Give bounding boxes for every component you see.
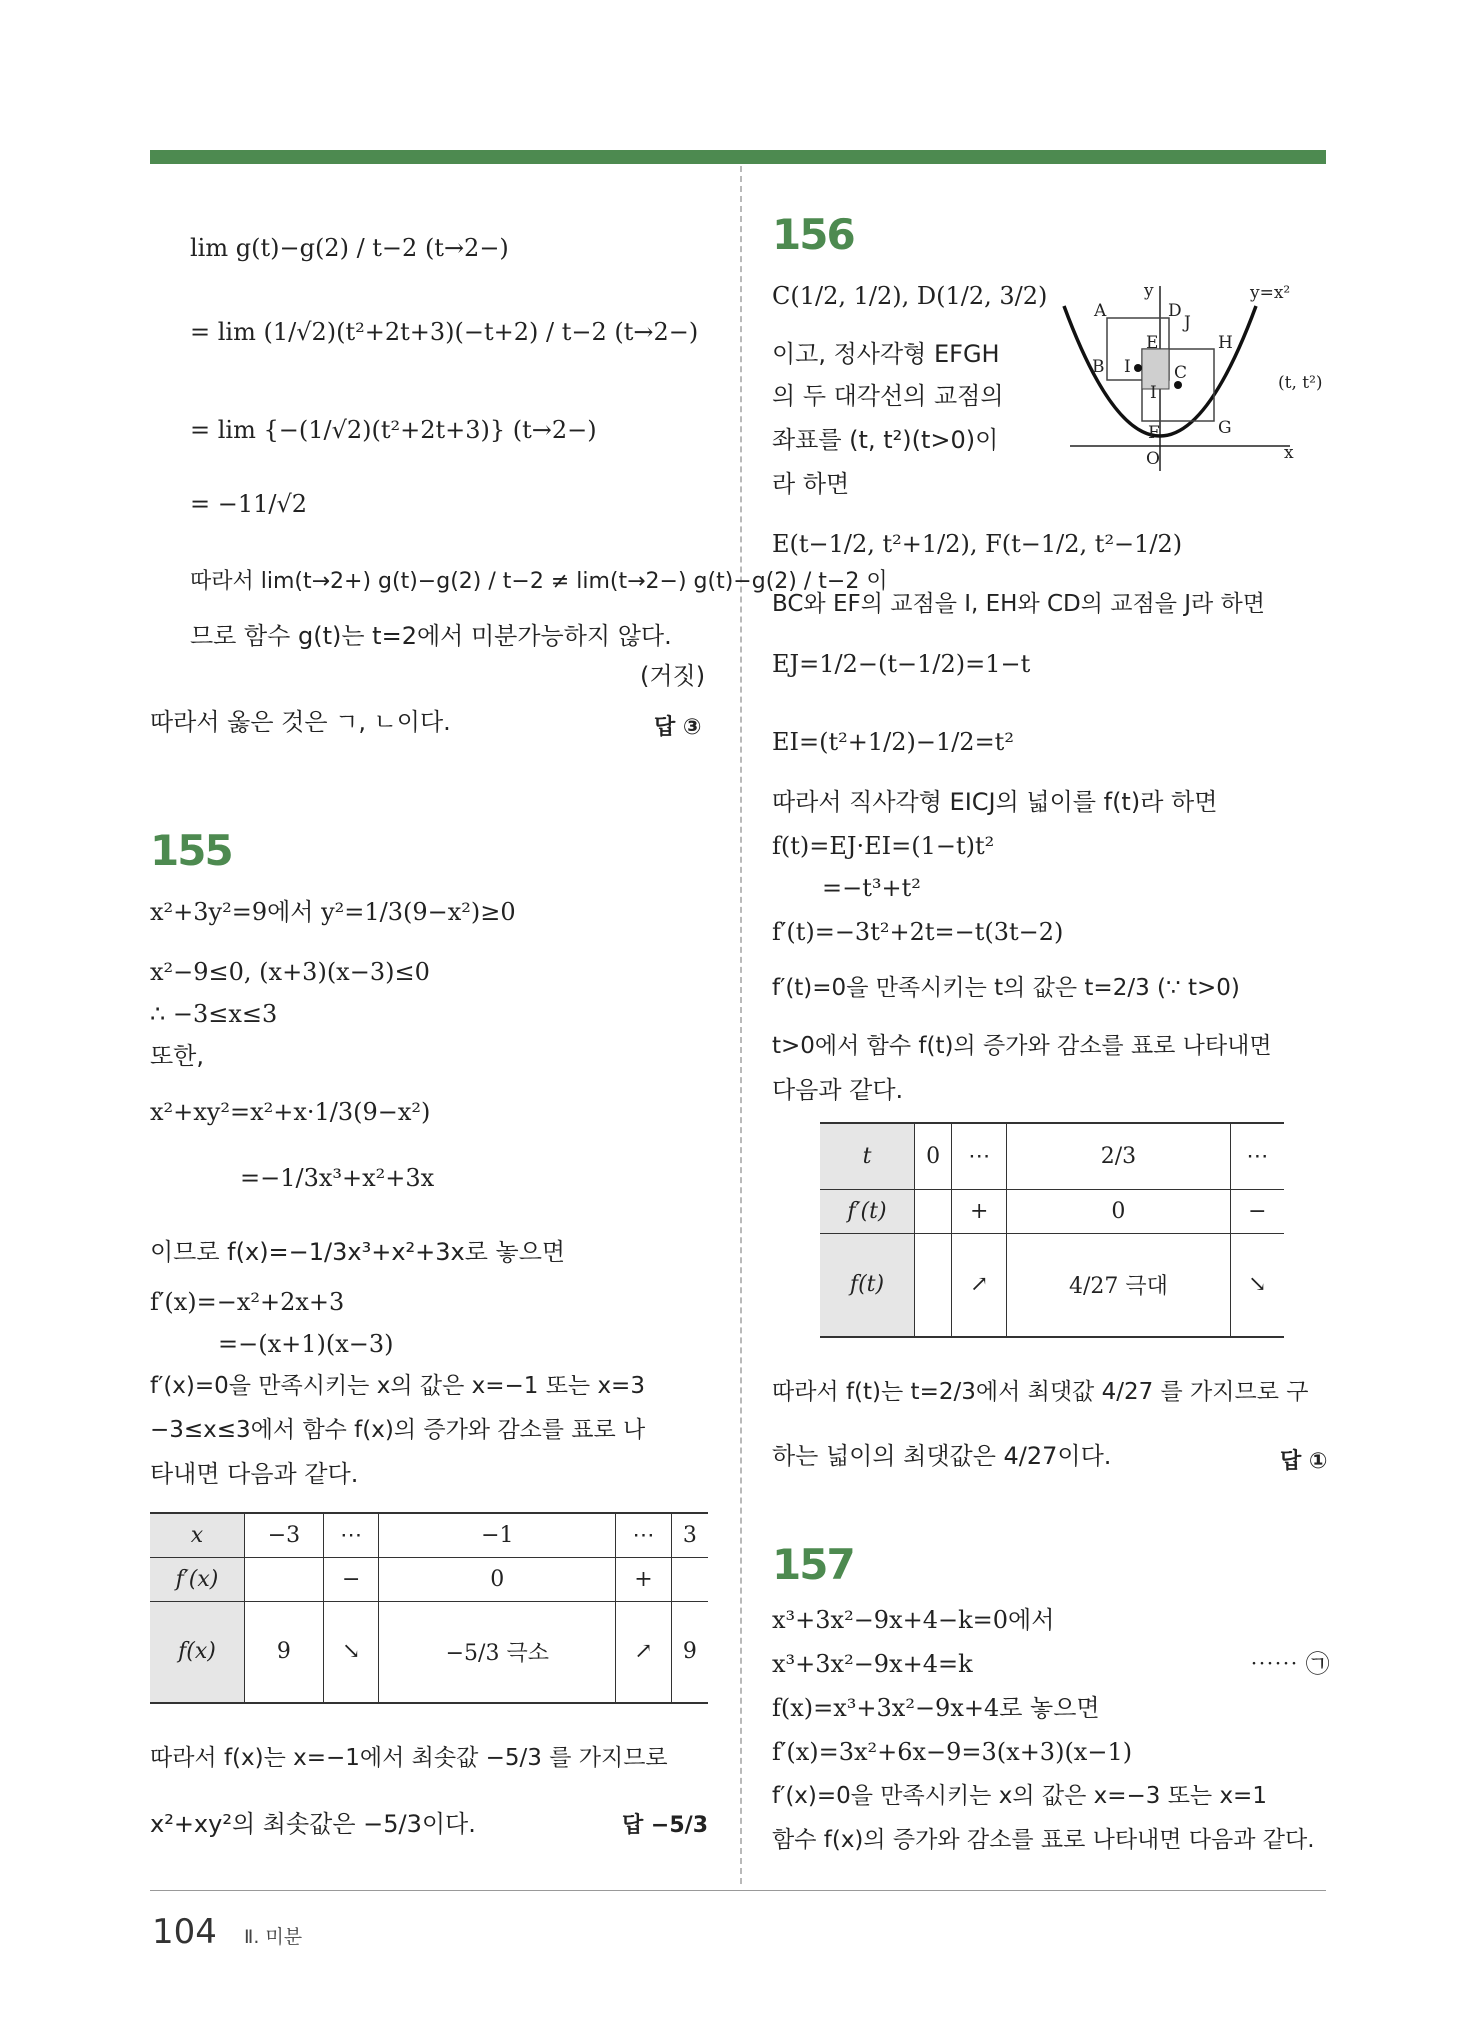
figure-label: G: [1218, 418, 1232, 438]
table-cell: +: [616, 1557, 672, 1601]
p155-line-12: 타내면 다음과 같다.: [150, 1460, 359, 1488]
figure-label: I: [1124, 357, 1131, 377]
point-i: [1134, 364, 1142, 372]
table-cell: ↗: [952, 1233, 1007, 1337]
p155-line-7: 이므로 f(x)=−1/3x³+x²+3x로 놓으면: [150, 1238, 566, 1266]
table-cell: ⋯: [616, 1513, 672, 1557]
figure-label: A: [1094, 301, 1107, 321]
table-cell: −5/3 극소: [379, 1601, 616, 1703]
table-cell: −3: [245, 1513, 324, 1557]
table-cell: −: [323, 1557, 379, 1601]
p156-variation-table: [820, 1122, 1284, 1338]
p155-line-3: ∴ −3≤x≤3: [150, 1000, 278, 1028]
p156-line-3: 의 두 대각선의 교점의: [772, 382, 1004, 410]
table-cell: 0: [915, 1123, 952, 1189]
limit-line-2: = lim (1/√2)(t²+2t+3)(−t+2) / t−2 (t→2−): [190, 318, 699, 346]
p156-line-12: =−t³+t²: [822, 874, 921, 902]
p157-line-1: x³+3x²−9x+4−k=0에서: [772, 1606, 1055, 1634]
p156-line-18: 하는 넓이의 최댓값은 4/27이다.: [772, 1442, 1112, 1470]
table-cell: [915, 1233, 952, 1337]
parabola-square-figure: [1050, 276, 1340, 476]
conclusion-line-3: 따라서 옳은 것은 ㄱ, ㄴ이다.: [150, 708, 451, 736]
table-cell: +: [952, 1189, 1007, 1233]
equation-marker: ⋯⋯ ㉠: [1250, 1650, 1330, 1678]
p156-line-8: EJ=1/2−(t−1/2)=1−t: [772, 650, 1031, 678]
table-cell: −: [1230, 1189, 1284, 1233]
figure-label: y: [1144, 281, 1154, 301]
table-cell: 0: [1007, 1189, 1231, 1233]
conclusion-line-2: 므로 함수 g(t)는 t=2에서 미분가능하지 않다.: [190, 622, 672, 650]
table-cell: ⋯: [952, 1123, 1007, 1189]
figure-label: O: [1146, 449, 1160, 469]
conclusion-line-1: 따라서 lim(t→2+) g(t)−g(2) / t−2 ≠ lim(t→2−) g(t)−g(2) / t−2 이: [190, 569, 888, 594]
answer-156: 답 ①: [1280, 1449, 1328, 1474]
p156-line-16: 다음과 같다.: [772, 1076, 904, 1104]
figure-label: B: [1092, 357, 1105, 377]
table-cell: 2/3: [1007, 1123, 1231, 1189]
p156-line-10: 따라서 직사각형 EICJ의 넓이를 f(t)라 하면: [772, 788, 1218, 816]
problem-number-156: 156: [772, 210, 854, 259]
figure-label: D: [1168, 301, 1182, 321]
false-mark: (거짓): [640, 662, 706, 690]
p156-line-17: 따라서 f(t)는 t=2/3에서 최댓값 4/27 를 가지므로 구: [772, 1379, 1309, 1405]
page-number: 104: [152, 1912, 217, 1952]
figure-label: E: [1146, 333, 1159, 353]
figure-label: (t, t²): [1278, 373, 1323, 393]
table-cell: ↗: [616, 1601, 672, 1703]
p156-line-11: f(t)=EJ·EI=(1−t)t²: [772, 832, 995, 860]
table-cell: t: [820, 1123, 915, 1189]
problem-number-157: 157: [772, 1540, 854, 1589]
p157-line-3: f(x)=x³+3x²−9x+4로 놓으면: [772, 1694, 1100, 1722]
p156-line-13: f′(t)=−3t²+2t=−t(3t−2): [772, 918, 1064, 946]
section-label: Ⅱ. 미분: [244, 1926, 303, 1948]
top-accent-bar: [150, 150, 1326, 164]
table-row: [820, 1123, 1284, 1189]
p155-variation-table: [150, 1512, 708, 1704]
limit-line-4: = −11/√2: [190, 490, 308, 518]
table-cell: f(t): [820, 1233, 915, 1337]
table-cell: f′(x): [150, 1557, 245, 1601]
table-cell: 9: [671, 1601, 708, 1703]
p156-line-6: E(t−1/2, t²+1/2), F(t−1/2, t²−1/2): [772, 530, 1183, 558]
figure-label: H: [1218, 333, 1233, 353]
p155-line-10: f′(x)=0을 만족시키는 x의 값은 x=−1 또는 x=3: [150, 1373, 645, 1399]
table-row: [150, 1557, 708, 1601]
p155-line-13: 따라서 f(x)는 x=−1에서 최솟값 −5/3 를 가지므로: [150, 1745, 668, 1771]
figure-label: F: [1148, 423, 1160, 443]
answer-155: 답 −5/3: [622, 1813, 708, 1838]
figure-label: y=x²: [1250, 283, 1291, 303]
limit-line-1: lim g(t)−g(2) / t−2 (t→2−): [190, 234, 509, 262]
limit-line-3: = lim {−(1/√2)(t²+2t+3)} (t→2−): [190, 416, 597, 444]
p156-line-1: C(1/2, 1/2), D(1/2, 3/2): [772, 282, 1048, 310]
p155-line-5: x²+xy²=x²+x·1/3(9−x²): [150, 1098, 431, 1126]
table-row: [820, 1189, 1284, 1233]
p156-line-5: 라 하면: [772, 470, 850, 498]
p155-line-2: x²−9≤0, (x+3)(x−3)≤0: [150, 958, 430, 986]
p156-line-2: 이고, 정사각형 EFGH: [772, 340, 1000, 368]
p155-line-11: −3≤x≤3에서 함수 f(x)의 증가와 감소를 표로 나: [150, 1417, 646, 1443]
table-cell: f(x): [150, 1601, 245, 1703]
table-cell: −1: [379, 1513, 616, 1557]
table-cell: ⋯: [1230, 1123, 1284, 1189]
p155-line-14: x²+xy²의 최솟값은 −5/3이다.: [150, 1810, 476, 1838]
figure-label: x: [1284, 443, 1294, 463]
table-cell: 0: [379, 1557, 616, 1601]
p155-line-1: x²+3y²=9에서 y²=1/3(9−x²)≥0: [150, 898, 516, 926]
table-cell: 4/27 극대: [1007, 1233, 1231, 1337]
p155-line-8: f′(x)=−x²+2x+3: [150, 1288, 345, 1316]
table-cell: x: [150, 1513, 245, 1557]
p157-line-2: x³+3x²−9x+4=k: [772, 1650, 973, 1678]
p155-line-4: 또한,: [150, 1042, 204, 1070]
table-cell: [915, 1189, 952, 1233]
table-cell: f′(t): [820, 1189, 915, 1233]
table-cell: ↘: [323, 1601, 379, 1703]
figure-label: C: [1174, 363, 1188, 383]
figure-label: I: [1150, 383, 1157, 403]
table-row: [150, 1601, 708, 1703]
p157-line-4: f′(x)=3x²+6x−9=3(x+3)(x−1): [772, 1738, 1133, 1766]
p156-line-15: t>0에서 함수 f(t)의 증가와 감소를 표로 나타내면: [772, 1033, 1272, 1059]
table-cell: [671, 1557, 708, 1601]
figure-label: J: [1184, 313, 1191, 333]
table-cell: [245, 1557, 324, 1601]
problem-number-155: 155: [150, 826, 232, 875]
table-cell: 9: [245, 1601, 324, 1703]
answer-154: 답 ③: [654, 715, 702, 740]
footer-rule: [150, 1890, 1326, 1891]
p157-line-6: 함수 f(x)의 증가와 감소를 표로 나타내면 다음과 같다.: [772, 1827, 1315, 1853]
p156-line-4: 좌표를 (t, t²)(t>0)이: [772, 426, 999, 454]
p157-line-5: f′(x)=0을 만족시키는 x의 값은 x=−3 또는 x=1: [772, 1783, 1267, 1809]
p155-line-9: =−(x+1)(x−3): [218, 1330, 394, 1358]
table-row: [820, 1233, 1284, 1337]
p156-line-7: BC와 EF의 교점을 I, EH와 CD의 교점을 J라 하면: [772, 591, 1265, 617]
table-cell: 3: [671, 1513, 708, 1557]
p156-line-9: EI=(t²+1/2)−1/2=t²: [772, 728, 1014, 756]
table-row: [150, 1513, 708, 1557]
column-divider: [740, 166, 742, 1884]
p156-line-14: f′(t)=0을 만족시키는 t의 값은 t=2/3 (∵ t>0): [772, 975, 1240, 1001]
table-cell: ↘: [1230, 1233, 1284, 1337]
table-cell: ⋯: [323, 1513, 379, 1557]
p155-line-6: =−1/3x³+x²+3x: [240, 1164, 435, 1192]
